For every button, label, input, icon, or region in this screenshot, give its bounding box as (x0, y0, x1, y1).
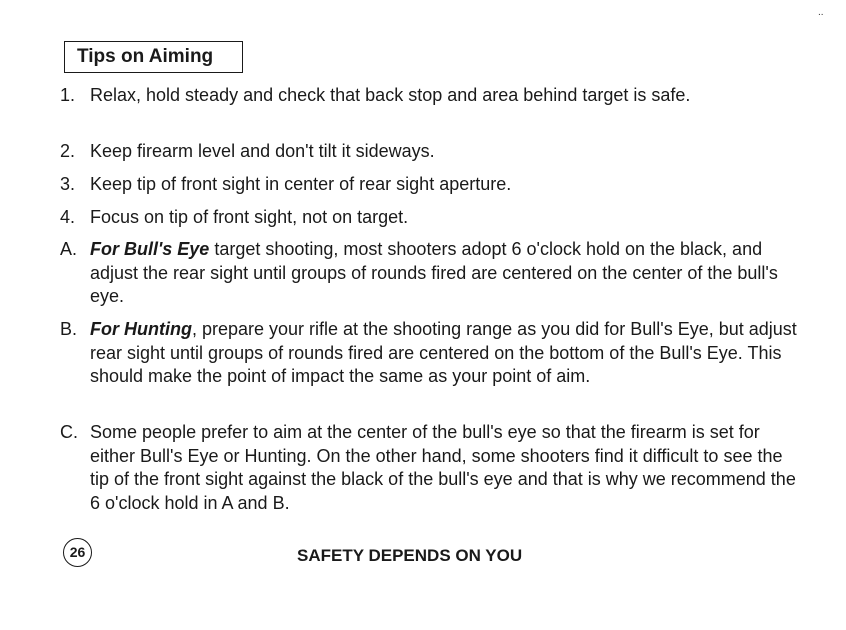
footer-slogan: SAFETY DEPENDS ON YOU (297, 546, 523, 565)
note-c-text: Some people prefer to aim at the center of the bull's eye so that the firearm is set for either Bull's Eye or Hunting. On the other hand, some shooters find it difficult to see the tip of the front sight against the black of the bull's eye and that is why we recommend the 6 o'clock hold in A and B. (90, 422, 796, 513)
corner-mark: .. (818, 7, 824, 18)
note-c (60, 421, 800, 515)
tip-4-marker: 4. (60, 207, 76, 227)
tip-4 (60, 206, 800, 230)
note-a-body (90, 238, 800, 309)
note-a-text: target shooting, most shooters adopt 6 o'clock hold on the black, and adjust the rear sight until groups of rounds fired are centered on the center of the bull's eye. (90, 239, 778, 306)
note-b-text: , prepare your rifle at the shooting range as you did for Bull's Eye, but adjust rear sight until groups of rounds fired are centered on the bottom of the Bull's Eye. This should make the point of impact the same as your point of aim. (90, 319, 797, 386)
tip-1-text: Relax, hold steady and check that back stop and area behind target is safe. (90, 85, 691, 105)
note-b (60, 318, 800, 389)
note-a (60, 238, 800, 309)
note-b-body (90, 318, 800, 389)
tip-3 (60, 173, 800, 197)
note-c-marker: C. (60, 422, 78, 442)
tip-2-text: Keep firearm level and don't tilt it sideways. (90, 141, 435, 161)
note-a-lead: For Bull's Eye (90, 239, 210, 259)
note-b-marker: B. (60, 319, 78, 339)
section-heading: Tips on Aiming (77, 46, 214, 67)
note-a-marker: A. (60, 239, 78, 259)
tip-1-marker: 1. (60, 85, 76, 105)
tip-3-marker: 3. (60, 174, 76, 194)
tip-1 (60, 84, 800, 108)
section-heading-box (64, 41, 243, 73)
tip-3-text: Keep tip of front sight in center of rear sight aperture. (90, 174, 512, 194)
page-number: 26 (63, 538, 92, 567)
tip-2-marker: 2. (60, 141, 76, 161)
tip-4-text: Focus on tip of front sight, not on target. (90, 207, 409, 227)
note-b-lead: For Hunting (90, 319, 192, 339)
tip-2 (60, 140, 800, 164)
